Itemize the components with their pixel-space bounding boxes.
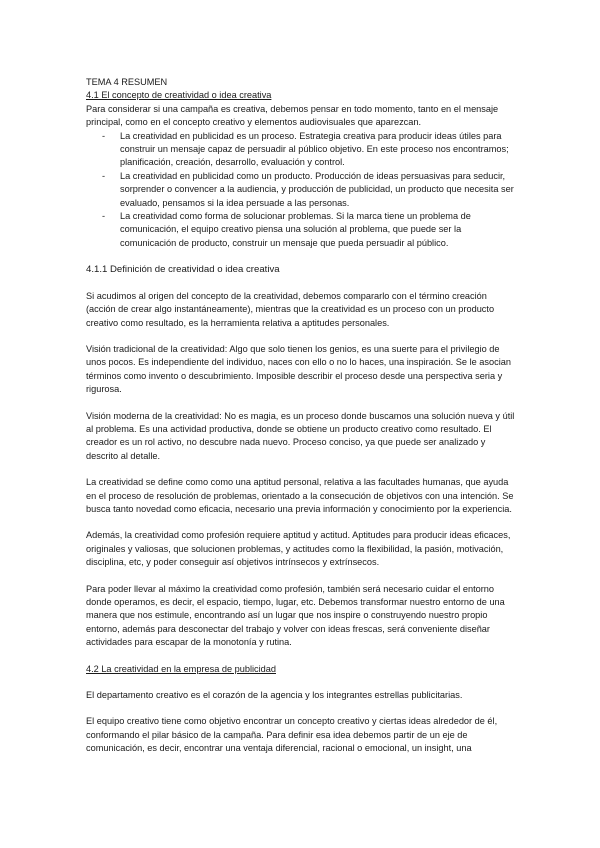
list-item bbox=[86, 130, 516, 170]
paragraph: Visión moderna de la creatividad: No es magia, es un proceso donde buscamos una solución nueva y útil al problema. Es una actividad productiva, donde se obtiene un producto creativo como resultado. El creador es un rol activo, no descubre nada nuevo. Proceso conciso, ya que puede ser analizado y descrito al detalle. bbox=[86, 410, 515, 461]
list-item-text: La creatividad en publicidad es un proceso. Estrategia creativa para producir ideas útiles para construir un mensaje capaz de persuadir al público objetivo. En este proceso nos encontramos; planificación, creación, desarrollo, evaluación y control. bbox=[120, 130, 509, 168]
paragraph: Visión tradicional de la creatividad: Algo que solo tienen los genios, es una suerte para el privilegio de unos pocos. Es independiente del individuo, naces con ello o no lo haces, una inspiración. Se le asocian términos como invento o descubrimiento. Imposible describir el proceso desde una perspectiva seria y rigurosa. bbox=[86, 343, 511, 395]
section-4-1-1-heading: 4.1.1 Definición de creatividad o idea creativa bbox=[86, 264, 280, 276]
dash-bullet: - bbox=[102, 130, 106, 141]
list-item-text: La creatividad como forma de solucionar problemas. Si la marca tiene un problema de comunicación, el equipo creativo piensa una solución al problema, que puede ser la comunicación de producto, construir un mensaje que pueda persuadir al público. bbox=[120, 211, 471, 248]
section-4-1-heading: 4.1 El concepto de creatividad o idea creativa bbox=[86, 90, 272, 101]
list-item-text: La creatividad en publicidad como un producto. Producción de ideas persuasivas para seducir, sorprender o convencer a la audiencia, y producción de publicidad, un producto que necesita ser evaluado, pensamos si la idea persuade a las personas. bbox=[120, 170, 514, 208]
dash-bullet: - bbox=[102, 211, 106, 222]
dash-bullet: - bbox=[102, 170, 106, 181]
paragraph: La creatividad se define como como una aptitud personal, relativa a las facultades humanas, que ayuda en el proceso de resolución de problemas, orientado a la consecución de objetivos con una intención. Se busca tanto novedad como eficacia, necesario una previa información y conocimiento por la experiencia. bbox=[86, 477, 514, 514]
paragraph: El departamento creativo es el corazón de la agencia y los integrantes estrellas publicitarias. bbox=[86, 690, 463, 701]
paragraph: Para poder llevar al máximo la creatividad como profesión, también será necesario cuidar el entorno donde operamos, es decir, el espacio, tiempo, lugar, etc. Debemos transformar nuestro entorno de una manera que nos estimule, encontrando así un lugar que nos inspire o construyendo nuestro propio entorno, además para desconectar del trabajo y volver con ideas frescas, será conveniente diseñar actividades para escapar de la monotonía y rutina. bbox=[86, 583, 505, 648]
list-item bbox=[86, 170, 516, 210]
paragraph: El equipo creativo tiene como objetivo encontrar un concepto creativo y ciertas ideas alrededor de él, conformando el pilar básico de la campaña. Para definir esa idea debemos partir de un eje de comunicación, es decir, encontrar una ventaja diferencial, racional o emocional, un insight, una bbox=[86, 716, 498, 754]
document-title: TEMA 4 RESUMEN bbox=[86, 77, 168, 87]
section-4-1-list bbox=[86, 130, 516, 251]
list-item bbox=[86, 210, 516, 250]
paragraph: Además, la creatividad como profesión requiere aptitud y actitud. Aptitudes para producir ideas eficaces, originales y valiosas, que solucionen problemas, y actitudes como la flexibilidad, la pasión, motivación, disciplina, etc, y poder conseguir así objetivos intrínsecos y extrínsecos. bbox=[86, 530, 511, 568]
paragraph: Si acudimos al origen del concepto de la creatividad, debemos compararlo con el término creación (acción de crear algo instantáneamente), mientras que la creatividad es un proceso con un producto creativo como resultado, es la herramienta relativa a aptitudes personales. bbox=[86, 290, 495, 328]
document-page bbox=[86, 76, 516, 756]
section-4-1-intro: Para considerar si una campaña es creativa, debemos pensar en todo momento, tanto en el mensaje principal, como en el concepto creativo y elementos audiovisuales que aparezcan. bbox=[86, 103, 499, 128]
section-4-2-heading: 4.2 La creatividad en la empresa de publicidad bbox=[86, 663, 276, 674]
